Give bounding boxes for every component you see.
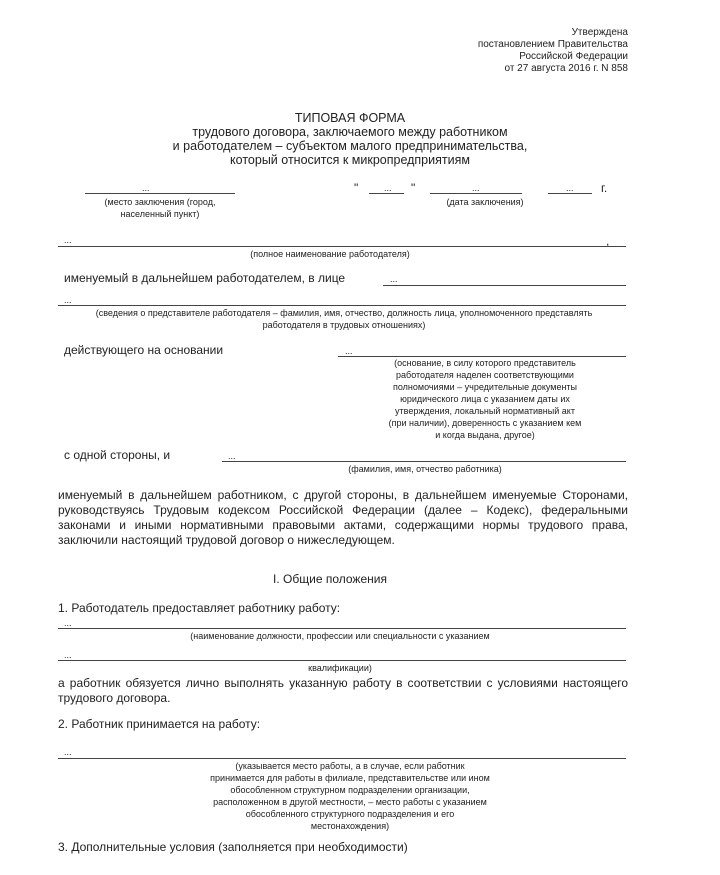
basis-caption-line: юридического лица с указанием даты их (400, 394, 570, 404)
basis-caption-line: (основание, в силу которого представитель (394, 358, 576, 368)
workplace-caption-line: принимается для работы в филиале, представительстве или ином (210, 773, 490, 783)
workplace-caption (190, 760, 510, 832)
month-field[interactable]: ... (472, 183, 480, 193)
qualification-line (58, 660, 626, 661)
employer-comma: , (606, 234, 610, 248)
representative-caption-line: работодателя в трудовых отношениях) (262, 320, 426, 330)
workplace-caption-line: местонахождения) (310, 821, 390, 831)
date-quote-open: " (354, 181, 359, 195)
representative-details-line (58, 305, 626, 306)
obligation-paragraph: а работник обязуется лично выполнять указанную работу в соответствии с условиями настоящего трудового договора. (58, 676, 628, 705)
side-label: с одной стороны, и (64, 448, 171, 462)
employer-name-line (58, 246, 626, 247)
job-line (58, 628, 626, 629)
workplace-line (58, 758, 626, 759)
basis-caption-line: (при наличии), доверенность с указанием кем (388, 418, 582, 428)
item-3: 3. Дополнительные условия (заполняется при необходимости) (58, 840, 408, 854)
representative-field[interactable]: ... (390, 274, 398, 284)
place-field[interactable]: ... (142, 183, 150, 193)
title-line: трудового договора, заключаемого между работником (192, 125, 508, 139)
representative-line (383, 285, 626, 286)
workplace-caption-line: расположенном в другой местности, – место работы с указанием (213, 797, 487, 807)
basis-label: действующего на основании (64, 343, 224, 357)
day-field[interactable]: ... (384, 183, 392, 193)
date-quote-close: " (411, 181, 416, 195)
basis-caption (370, 357, 600, 441)
worker-name-line (222, 461, 626, 462)
worker-name-caption: (фамилия, имя, отчество работника) (348, 464, 502, 474)
year-field[interactable]: ... (566, 183, 574, 193)
place-caption-line: населенный пункт) (120, 209, 200, 219)
document-title (130, 111, 570, 167)
title-line: который относится к микропредприятиям (230, 153, 470, 167)
approval-line: постановлением Правительства (477, 39, 628, 50)
day-line (369, 193, 404, 194)
place-line (85, 193, 235, 194)
approval-line: Российской Федерации (519, 51, 628, 62)
basis-field[interactable]: ... (345, 346, 353, 356)
employer-name-caption: (полное наименование работодателя) (250, 249, 410, 259)
year-line (548, 193, 592, 194)
employer-name-field[interactable]: ... (64, 235, 72, 245)
year-suffix: г. (601, 181, 608, 195)
job-field[interactable]: ... (64, 618, 72, 628)
approval-line: Утверждена (571, 27, 628, 38)
representative-details-field[interactable]: ... (64, 295, 72, 305)
basis-caption-line: работодателя наделен соответствующими (396, 370, 574, 380)
approval-block (408, 27, 628, 75)
workplace-caption-line: (указывается место работы, а в случае, если работник (235, 761, 465, 771)
representative-caption-line: (сведения о представителе работодателя – фамилия, имя, отчество, должность лица, уполномоченного представлять (95, 308, 593, 318)
place-caption (85, 196, 235, 220)
workplace-caption-line: обособленном структурном подразделении организации, (230, 785, 470, 795)
basis-caption-line: и когда выдана, другое) (435, 430, 535, 440)
intro-paragraph: именуемый в дальнейшем работником, с другой стороны, в дальнейшем именуемые Сторонами, руководствуясь Трудовым кодексом Российской Федерации (далее – Кодекс), федеральными законами и иными нормативными правовыми актами, содержащими нормы трудового права, заключили настоящий трудовой договор о нижеследующем. (58, 488, 628, 547)
qualification-field[interactable]: ... (64, 650, 72, 660)
item-1: 1. Работодатель предоставляет работнику работу: (58, 601, 341, 615)
approval-line: от 27 августа 2016 г. N 858 (504, 63, 628, 74)
worker-name-field[interactable]: ... (228, 451, 236, 461)
section-heading: I. Общие положения (273, 572, 387, 586)
workplace-field[interactable]: ... (64, 747, 72, 757)
represented-label: именуемый в дальнейшем работодателем, в лице (64, 271, 346, 285)
job-caption: (наименование должности, профессии или специальности с указанием (190, 631, 490, 641)
title-line: ТИПОВАЯ ФОРМА (294, 111, 406, 125)
workplace-caption-line: обособленного структурного подразделения и его (245, 809, 455, 819)
item-2: 2. Работник принимается на работу: (58, 717, 261, 731)
basis-caption-line: полномочиями – учредительные документы (392, 382, 578, 392)
basis-caption-line: утверждения, локальный нормативный акт (395, 406, 575, 416)
place-caption-line: (место заключения (город, (104, 197, 216, 207)
title-line: и работодателем – субъектом малого предпринимательства, (172, 139, 528, 153)
representative-caption (60, 307, 628, 331)
qualification-caption: квалификации) (308, 663, 372, 673)
date-caption: (дата заключения) (446, 197, 524, 207)
month-line (430, 193, 522, 194)
